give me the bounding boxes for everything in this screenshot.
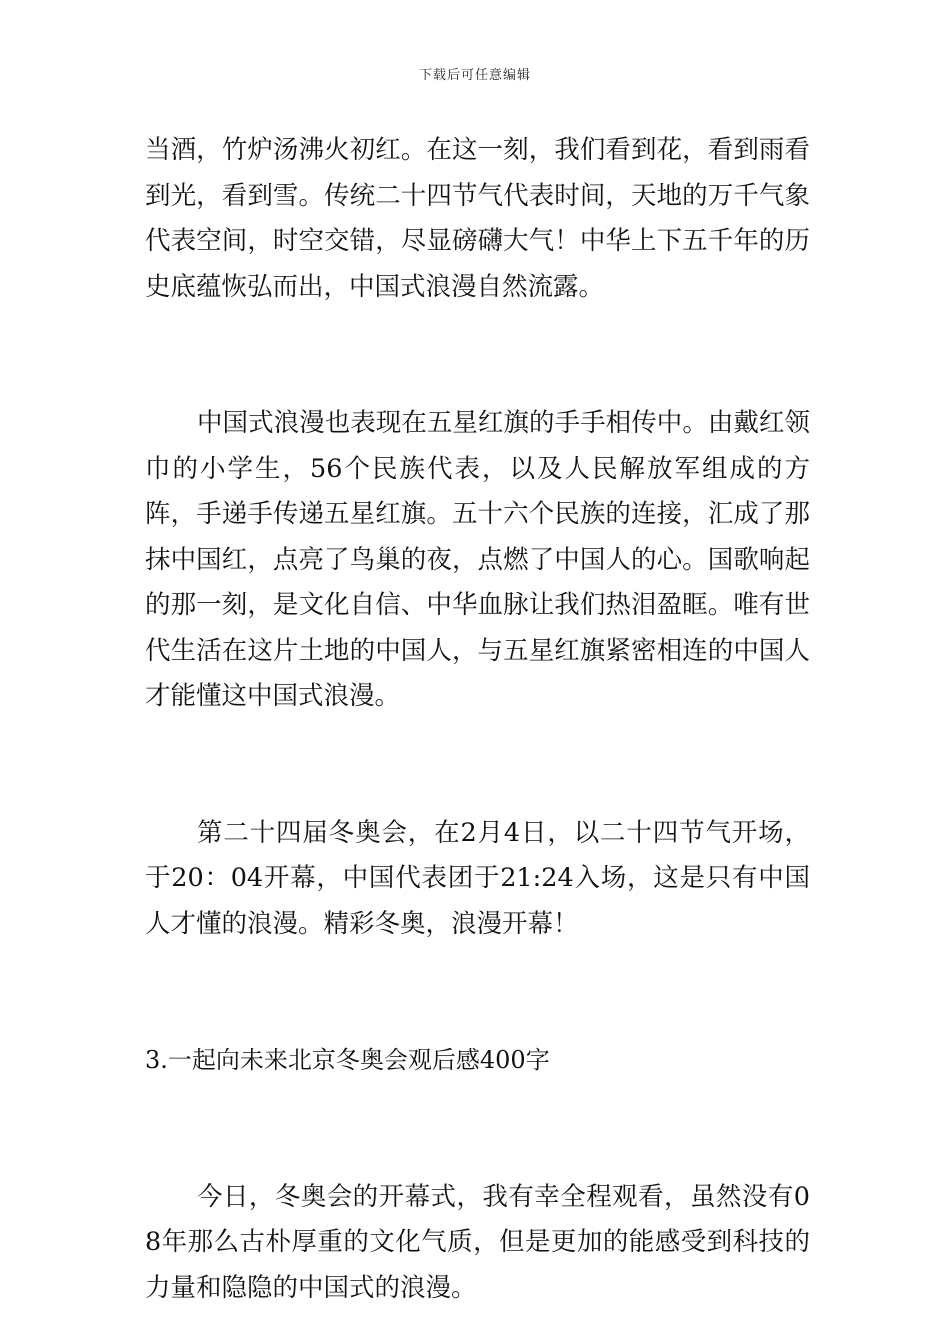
paragraph-1: 当酒，竹炉汤沸火初红。在这一刻，我们看到花，看到雨看到光，看到雪。传统二十四节气代表时间，天地的万千气象代表空间，时空交错，尽显磅礴大气！中华上下五千年的历史底蕴恢弘而出，中国式浪漫自然流露。 <box>145 135 810 302</box>
paragraph-gap <box>145 947 810 993</box>
paragraph-gap <box>145 356 810 402</box>
paragraph-gap <box>145 1129 810 1175</box>
paragraph-gap <box>145 1084 810 1130</box>
paragraph-gap <box>145 310 810 356</box>
section-heading: 3.一起向未来北京冬奥会观后感400字 <box>145 1046 550 1074</box>
document-body <box>145 128 810 1311</box>
paragraph-gap <box>145 720 810 766</box>
paragraph-4: 今日，冬奥会的开幕式，我有幸全程观看，虽然没有08年那么古朴厚重的文化气质，但是更加的能感受到科技的力量和隐隐的中国式的浪漫。 <box>145 1181 810 1303</box>
paragraph-2: 中国式浪漫也表现在五星红旗的手手相传中。由戴红领巾的小学生，56个民族代表，以及人民解放军组成的方阵，手递手传递五星红旗。五十六个民族的连接，汇成了那抹中国红，点亮了鸟巢的夜，点燃了中国人的心。国歌响起的那一刻，是文化自信、中华血脉让我们热泪盈眶。唯有世代生活在这片土地的中国人，与五星红旗紧密相连的中国人才能懂这中国式浪漫。 <box>145 408 810 711</box>
paragraph-gap <box>145 993 810 1039</box>
paragraph-gap <box>145 765 810 811</box>
page-header: 下载后可任意编辑 <box>418 68 531 83</box>
paragraph-3: 第二十四届冬奥会，在2月4日，以二十四节气开场，于20：04开幕，中国代表团于21:24入场，这是只有中国人才懂的浪漫。精彩冬奥，浪漫开幕！ <box>145 817 810 939</box>
